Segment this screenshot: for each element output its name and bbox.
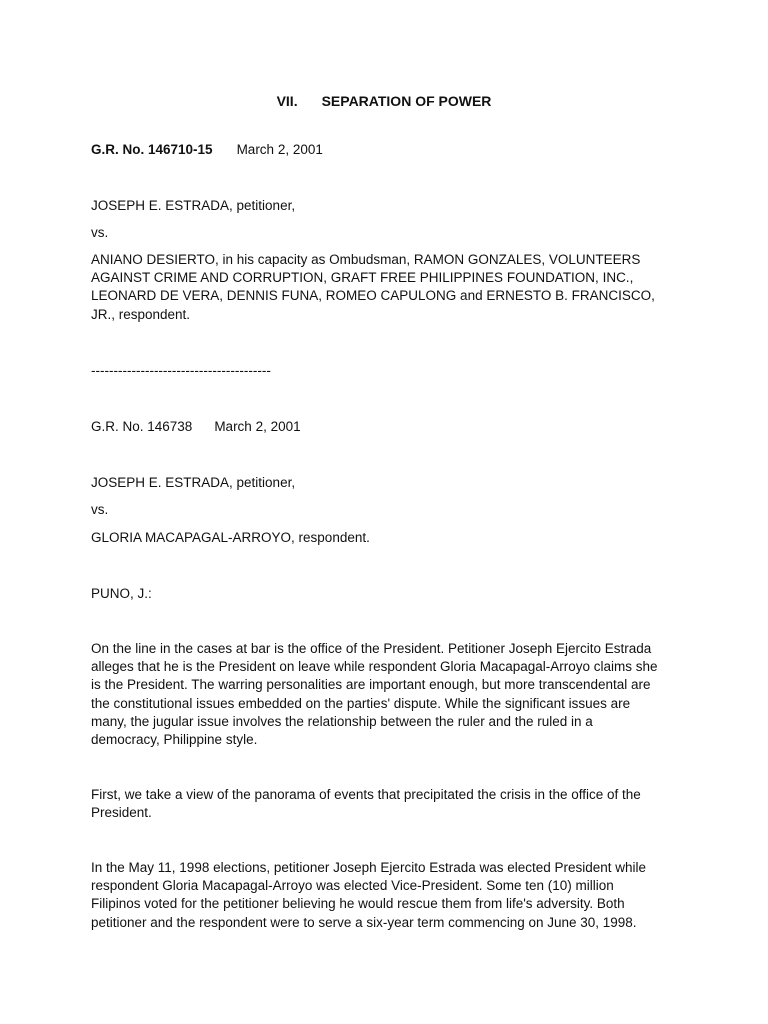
case1-vs: vs. bbox=[91, 225, 109, 240]
paragraph-1 bbox=[91, 640, 681, 749]
case2-petitioner: JOSEPH E. ESTRADA, petitioner, bbox=[91, 475, 296, 490]
case1-respondent bbox=[91, 251, 681, 324]
case1-header bbox=[91, 141, 323, 159]
case2-header bbox=[91, 418, 301, 436]
section-heading bbox=[0, 93, 768, 109]
paragraph-line: On the line in the cases at bar is the office of the President. Petitioner Joseph Ejercito Estrada bbox=[91, 641, 652, 656]
case1-petitioner: JOSEPH E. ESTRADA, petitioner, bbox=[91, 198, 296, 213]
case1-gr-no: G.R. No. 146710-15 bbox=[91, 142, 213, 157]
case1-respondent-line: LEONARD DE VERA, DENNIS FUNA, ROMEO CAPULONG and ERNESTO B. FRANCISCO, bbox=[91, 288, 655, 304]
paragraph-line: many, the jugular issue involves the relationship between the ruler and the ruled in a bbox=[91, 713, 593, 729]
paragraph-2 bbox=[91, 786, 681, 822]
case2-respondent: GLORIA MACAPAGAL-ARROYO, respondent. bbox=[91, 530, 370, 545]
paragraph-line: democracy, Philippine style. bbox=[91, 732, 258, 748]
section-title: SEPARATION OF POWER bbox=[321, 93, 492, 109]
section-number: VII. bbox=[276, 93, 298, 109]
case2-date: March 2, 2001 bbox=[214, 419, 301, 434]
case1-date: March 2, 2001 bbox=[236, 142, 323, 157]
case2-gr-no: G.R. No. 146738 bbox=[91, 419, 193, 434]
case1-respondent-line: AGAINST CRIME AND CORRUPTION, GRAFT FREE PHILIPPINES FOUNDATION, INC., bbox=[91, 270, 634, 286]
paragraph-line: petitioner and the respondent were to serve a six-year term commencing on June 30, 1998. bbox=[91, 914, 637, 930]
ponente: PUNO, J.: bbox=[91, 586, 152, 601]
paragraph-line: Filipinos voted for the petitioner believing he would rescue them from life's adversity. Both bbox=[91, 896, 625, 912]
paragraph-line: the constitutional issues embedded on the parties' dispute. While the significant issues are bbox=[91, 695, 631, 711]
case1-respondent-line: JR., respondent. bbox=[91, 306, 191, 322]
paragraph-line: respondent Gloria Macapagal-Arroyo was elected Vice-President. Some ten (10) million bbox=[91, 878, 614, 894]
separator-line: ---------------------------------------- bbox=[91, 363, 271, 378]
paragraph-line: In the May 11, 1998 elections, petitioner Joseph Ejercito Estrada was elected President while bbox=[91, 860, 647, 875]
paragraph-line: is the President. The warring personalities are important enough, but more transcendental are bbox=[91, 677, 651, 693]
paragraph-3 bbox=[91, 859, 681, 932]
paragraph-line: alleges that he is the President on leave while respondent Gloria Macapagal-Arroyo claims she bbox=[91, 659, 658, 675]
paragraph-line: President. bbox=[91, 805, 152, 821]
case2-vs: vs. bbox=[91, 502, 109, 517]
case1-respondent-line: ANIANO DESIERTO, in his capacity as Ombudsman, RAMON GONZALES, VOLUNTEERS bbox=[91, 252, 641, 267]
paragraph-line: First, we take a view of the panorama of events that precipitated the crisis in the office of the bbox=[91, 787, 641, 802]
